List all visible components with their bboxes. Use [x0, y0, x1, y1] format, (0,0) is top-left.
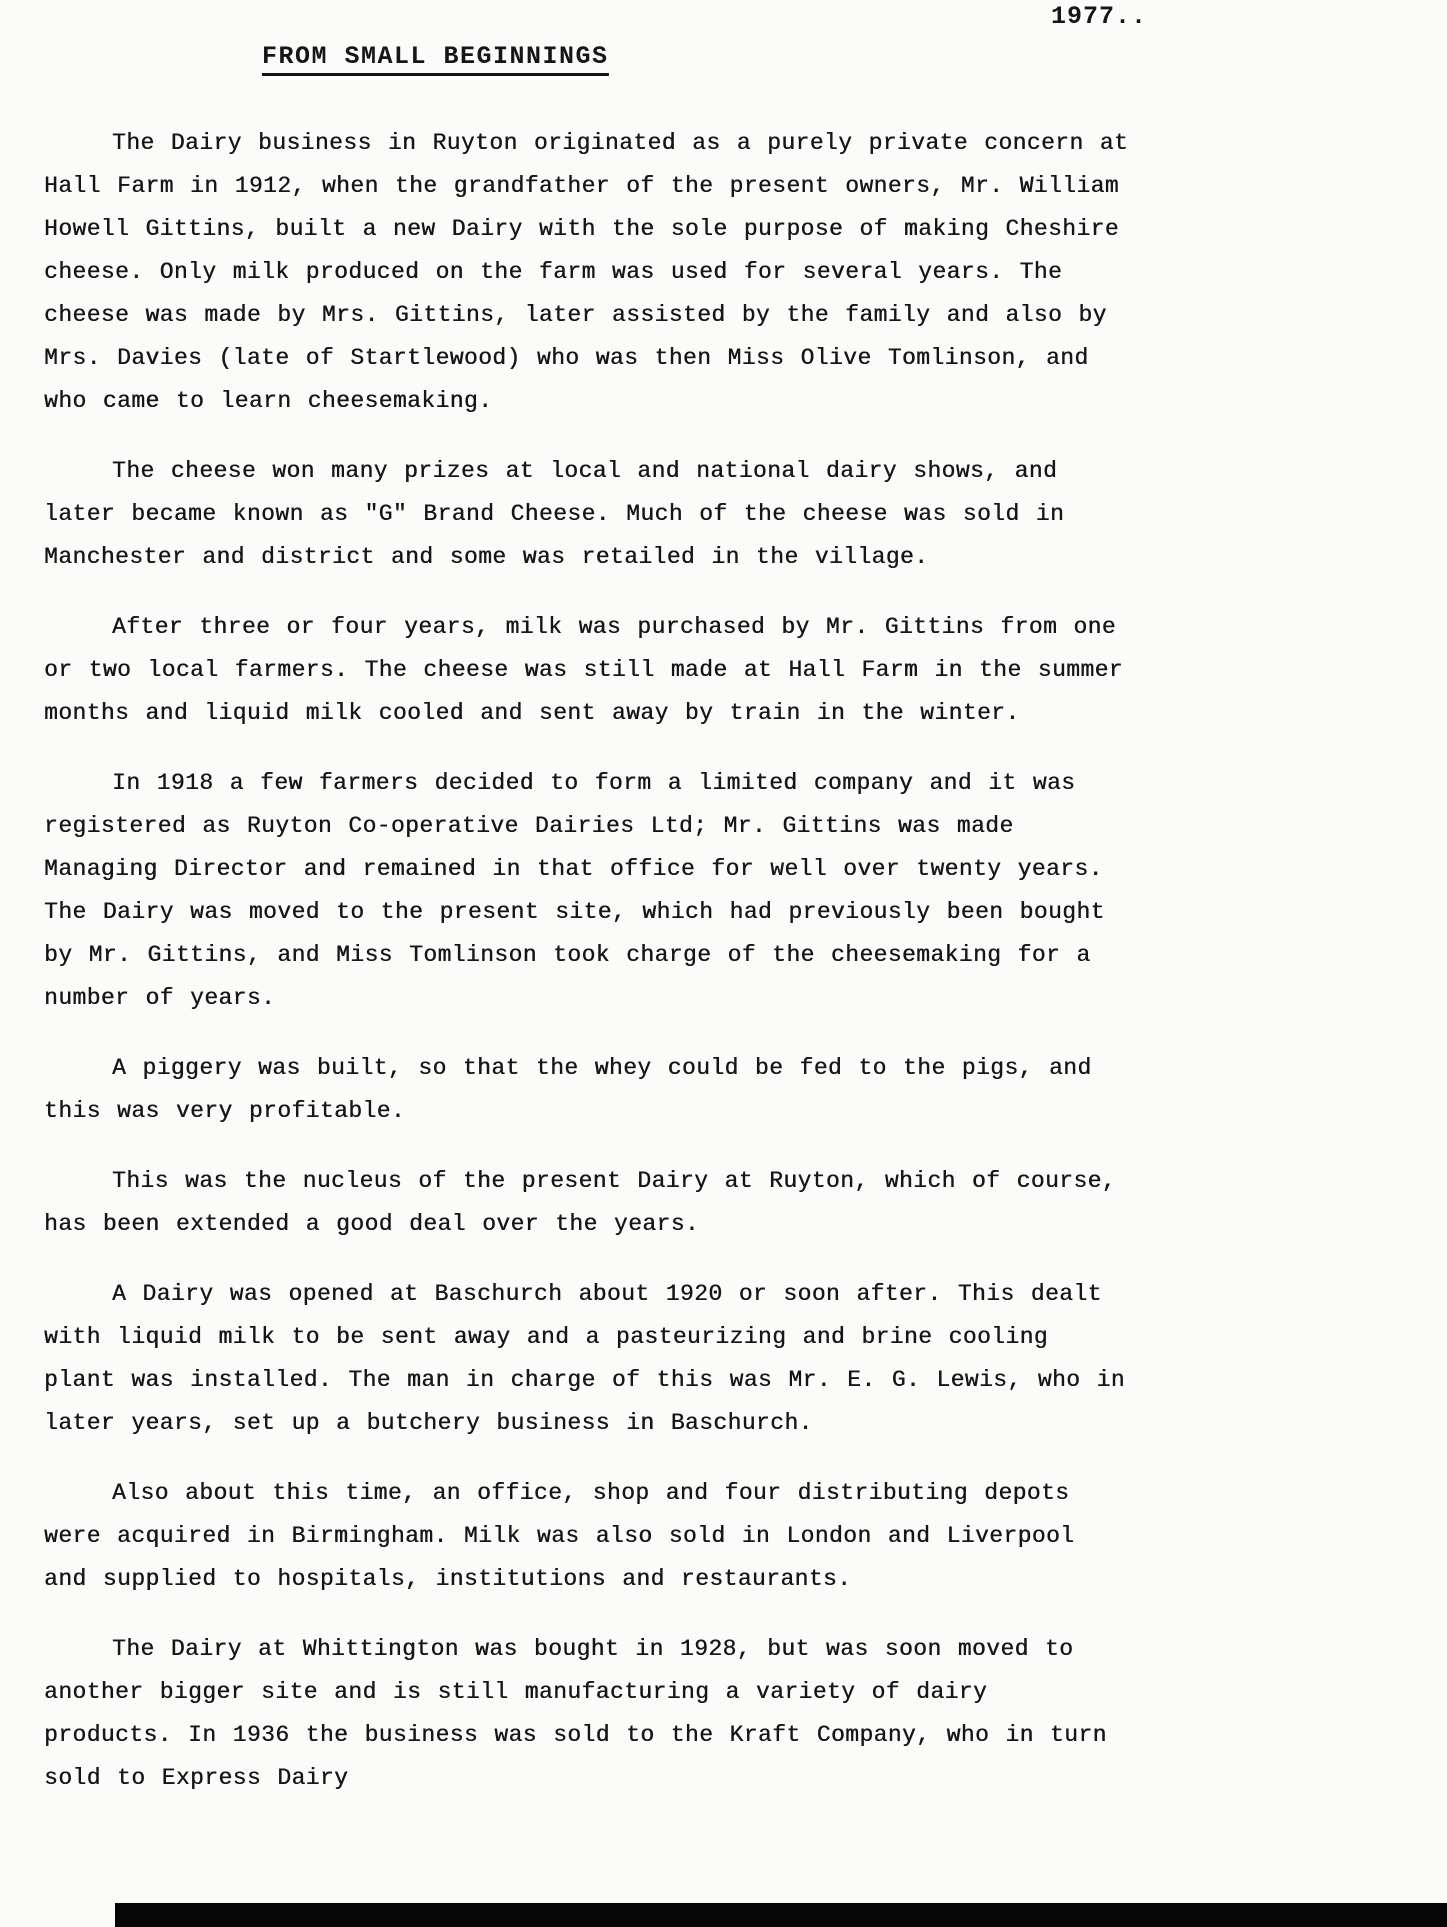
paragraph-2: The cheese won many prizes at local and national dairy shows, and later became known as "G" Brand Cheese. Much of the cheese was sold in Manchester and district and some was retailed in the village. — [44, 458, 1065, 570]
paragraph-7: A Dairy was opened at Baschurch about 1920 or soon after. This dealt with liquid milk to be sent away and a pasteurizing and brine cooling plant was installed. The man in charge of this was Mr. E. G. Lewis, who in later years, set up a butchery business in Baschurch. — [44, 1281, 1125, 1436]
paragraph-5: A piggery was built, so that the whey could be fed to the pigs, and this was very profitable. — [44, 1055, 1092, 1124]
paragraph-8: Also about this time, an office, shop and four distributing depots were acquired in Birmingham. Milk was also sold in London and Liverpool and supplied to hospitals, institutions and restaurants. — [44, 1480, 1075, 1592]
paragraph-4: In 1918 a few farmers decided to form a limited company and it was registered as Ruyton Co-operative Dairies Ltd; Mr. Gittins was made Managing Director and remained in that office for well over twenty years. The Dairy was moved to the present site, which had previously been bought by Mr. Gittins, and Miss Tomlinson took charge of the cheesemaking for a number of years. — [44, 770, 1105, 1011]
paragraph-9: The Dairy at Whittington was bought in 1928, but was soon moved to another bigger site and is still manufacturing a variety of dairy products. In 1936 the business was sold to the Kraft Company, who in turn sold to Express Dairy — [44, 1636, 1107, 1791]
document-title-text: FROM SMALL BEGINNINGS — [262, 42, 609, 76]
paragraph-3: After three or four years, milk was purchased by Mr. Gittins from one or two local farmers. The cheese was still made at Hall Farm in the summer months and liquid milk cooled and sent away by train in the winter. — [44, 614, 1123, 726]
page-year-label: 1977.. — [1050, 2, 1147, 31]
paragraph-1: The Dairy business in Ruyton originated as a purely private concern at Hall Farm in 1912, when the grandfather of the present owners, Mr. William Howell Gittins, built a new Dairy with the sole purpose of making Cheshire cheese. Only milk produced on the farm was used for several years. The cheese was made by Mrs. Gittins, later assisted by the family and also by Mrs. Davies (late of Startlewood) who was then Miss Olive Tomlinson, and who came to learn cheesemaking. — [44, 130, 1129, 414]
document-title — [262, 42, 1391, 76]
paragraph-6: This was the nucleus of the present Dairy at Ruyton, which of course, has been extended a good deal over the years. — [44, 1168, 1116, 1237]
scan-artifact-bar — [115, 1903, 1447, 1927]
document-body — [44, 122, 1129, 1800]
